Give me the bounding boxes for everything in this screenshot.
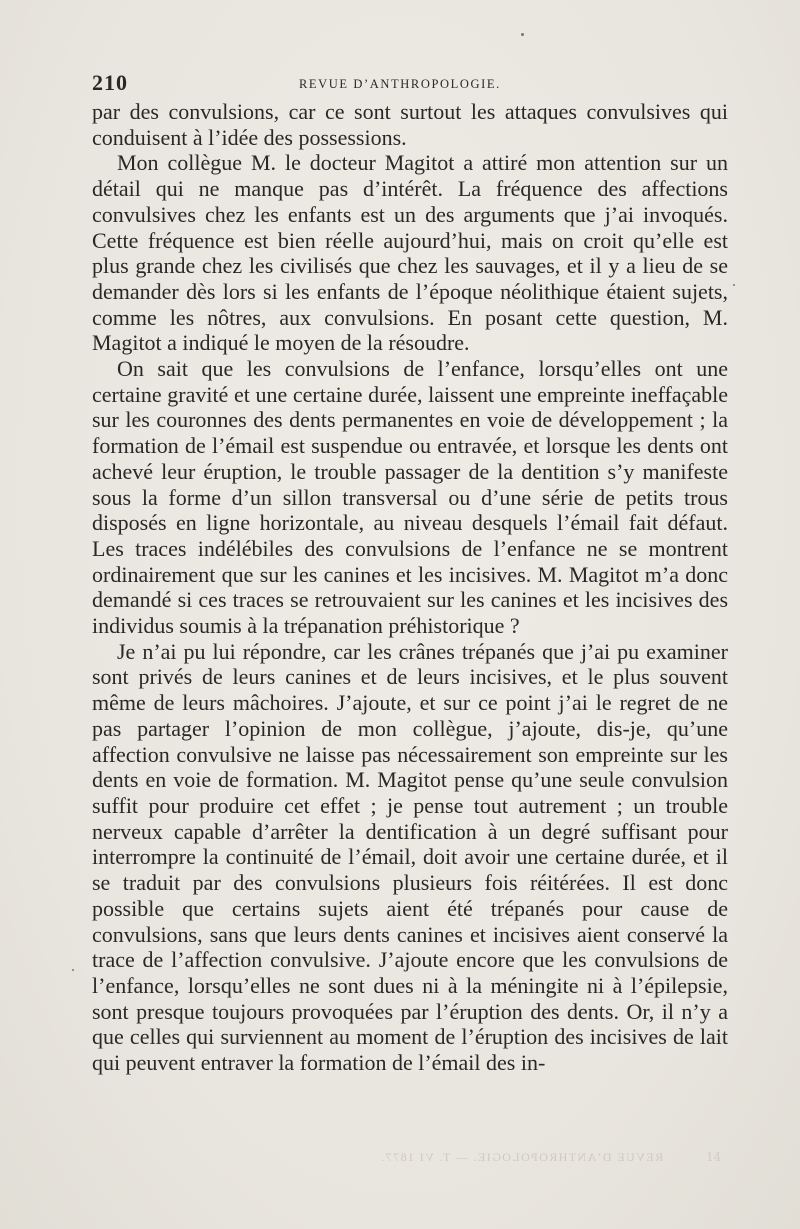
paper-speck — [733, 284, 735, 286]
paper-speck — [72, 969, 74, 971]
paragraph: Mon collègue M. le docteur Magitot a attiré mon attention sur un détail qui ne manque pas d’intérêt. La fréquence des affections convulsives chez les enfants est un des arguments que j’ai invoqués. Cette fréquence est bien réelle aujourd’hui, mais on croit qu’elle est plus grande chez les civilisés que chez les sauvages, et il y a lieu de se demander dès lors si les enfants de l’époque néolithique étaient sujets, comme les nôtres, aux convulsions. En posant cette question, M. Magitot a indiqué le moyen de la résoudre. — [92, 150, 728, 356]
bleed-through-footer: REVUE D’ANTHROPOLOGIE. — T. VI 1877. — [380, 1150, 664, 1164]
paper-speck — [521, 33, 524, 36]
body-text — [92, 99, 728, 1076]
running-head: REVUE D’ANTHROPOLOGIE. — [299, 77, 501, 91]
page-number: 210 — [92, 70, 128, 95]
paragraph: par des convulsions, car ce sont surtout les attaques convulsives qui conduisent à l’idée des possessions. — [92, 99, 728, 150]
paragraph: On sait que les convulsions de l’enfance, lorsqu’elles ont une certaine gravité et une certaine durée, laissent une empreinte ineffaçable sur les couronnes des dents permanentes en voie de développement ; la formation de l’émail est suspendue ou entravée, et lorsque les dents ont achevé leur éruption, le trouble passager de la dentition s’y manifeste sous la forme d’un sillon transversal ou d’une série de petits trous disposés en ligne horizontale, au niveau desquels l’émail fait défaut. Les traces indélébiles des convulsions de l’enfance ne se montrent ordinairement que sur les canines et les incisives. M. Magitot m’a donc demandé si ces traces se retrouvaient sur les canines et les incisives des individus soumis à la trépanation préhistorique ? — [92, 356, 728, 639]
bleed-through-signature: 14 — [706, 1150, 722, 1164]
page-header — [92, 70, 728, 98]
paragraph: Je n’ai pu lui répondre, car les crânes trépanés que j’ai pu examiner sont privés de leurs canines et de leurs incisives, et le plus souvent même de leurs mâchoires. J’ajoute, et sur ce point j’ai le regret de ne pas partager l’opinion de mon collègue, j’ajoute, dis-je, qu’une affection convulsive ne laisse pas nécessairement son empreinte sur les dents en voie de formation. M. Magitot pense qu’une seule convulsion suffit pour produire cet effet ; je pense tout autrement ; un trouble nerveux capable d’arrêter la dentification à un degré suffisant pour interrompre la continuité de l’émail, doit avoir une certaine durée, et il se traduit par des convulsions plusieurs fois réitérées. Il est donc possible que certains sujets aient été trépanés pour cause de convulsions, sans que leurs dents canines et incisives aient conservé la trace de l’affection convulsive. J’ajoute encore que les convulsions de l’enfance, lorsqu’elles ne sont dues ni à la méningite ni à l’épilepsie, sont presque toujours provoquées par l’éruption des dents. Or, il n’y a que celles qui surviennent au moment de l’éruption des incisives de lait qui peuvent entraver la formation de l’émail des in- — [92, 638, 728, 1076]
